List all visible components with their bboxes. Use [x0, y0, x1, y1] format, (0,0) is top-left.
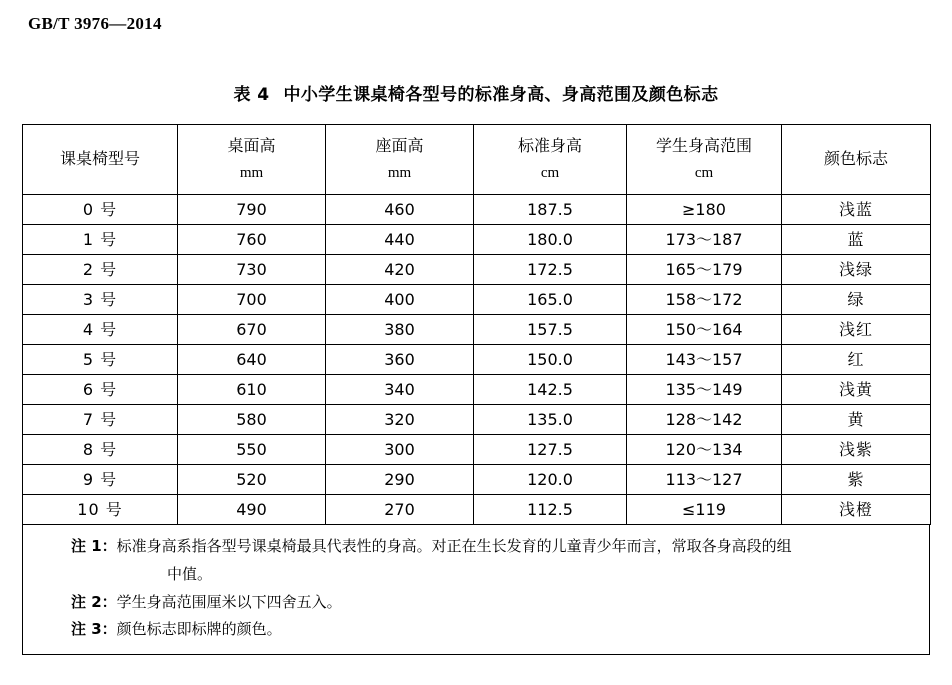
cell-color-mark: 蓝 [782, 225, 931, 255]
cell-seat-height: 400 [326, 285, 474, 315]
table-row [23, 225, 931, 255]
note-label: 注 1： [71, 537, 117, 556]
note-text: 颜色标志即标牌的颜色。 [116, 620, 282, 639]
cell-standard-height: 150.0 [474, 345, 627, 375]
table-title-text: 中小学生课桌椅各型号的标准身高、身高范围及颜色标志 [283, 85, 719, 105]
cell-seat-height: 360 [326, 345, 474, 375]
cell-desk-height: 610 [178, 375, 326, 405]
column-header-model [23, 125, 178, 195]
cell-standard-height: 157.5 [474, 315, 627, 345]
table-row [23, 315, 931, 345]
cell-height-range: 120～134 [627, 435, 782, 465]
column-header-standard-height-unit: cm [540, 164, 560, 181]
cell-seat-height: 320 [326, 405, 474, 435]
cell-height-range: 150～164 [627, 315, 782, 345]
cell-standard-height: 180.0 [474, 225, 627, 255]
note-label: 注 3： [71, 620, 117, 639]
cell-model: 2 号 [23, 255, 178, 285]
cell-desk-height: 550 [178, 435, 326, 465]
cell-desk-height: 760 [178, 225, 326, 255]
cell-color-mark: 浅橙 [782, 495, 931, 525]
cell-height-range: 165～179 [627, 255, 782, 285]
cell-model: 1 号 [23, 225, 178, 255]
column-header-color-mark [782, 125, 931, 195]
table-row [23, 195, 931, 225]
data-table [22, 124, 931, 525]
note-label: 注 2： [71, 592, 117, 611]
cell-model: 9 号 [23, 465, 178, 495]
column-header-model-label: 课桌椅型号 [59, 149, 140, 169]
cell-height-range: 135～149 [627, 375, 782, 405]
table-header-row [23, 125, 931, 195]
cell-color-mark: 红 [782, 345, 931, 375]
cell-seat-height: 460 [326, 195, 474, 225]
column-header-desk-height-unit: mm [239, 164, 264, 181]
column-header-height-range-unit: cm [694, 164, 714, 181]
cell-height-range: 173～187 [627, 225, 782, 255]
cell-height-range: 128～142 [627, 405, 782, 435]
cell-height-range: 158～172 [627, 285, 782, 315]
table-row [23, 435, 931, 465]
column-header-height-range [627, 125, 782, 195]
cell-color-mark: 浅红 [782, 315, 931, 345]
cell-color-mark: 紫 [782, 465, 931, 495]
cell-model: 5 号 [23, 345, 178, 375]
cell-model: 3 号 [23, 285, 178, 315]
column-header-color-mark-label: 颜色标志 [823, 149, 888, 169]
table-body [23, 195, 931, 525]
column-header-desk-height-label: 桌面高 [227, 136, 276, 155]
cell-model: 4 号 [23, 315, 178, 345]
cell-standard-height: 135.0 [474, 405, 627, 435]
cell-color-mark: 浅蓝 [782, 195, 931, 225]
table-head [23, 125, 931, 195]
cell-desk-height: 580 [178, 405, 326, 435]
table-container [22, 124, 930, 655]
cell-desk-height: 490 [178, 495, 326, 525]
note-text: 学生身高范围厘米以下四舍五入。 [116, 592, 342, 611]
column-header-seat-height [326, 125, 474, 195]
cell-model: 10 号 [23, 495, 178, 525]
note-item [35, 616, 917, 644]
table-number: 表 4 [233, 85, 270, 105]
column-header-desk-height [178, 125, 326, 195]
cell-seat-height: 300 [326, 435, 474, 465]
table-row [23, 405, 931, 435]
table-row [23, 375, 931, 405]
table-row [23, 255, 931, 285]
cell-model: 8 号 [23, 435, 178, 465]
note-text: 标准身高系指各型号课桌椅最具代表性的身高。对正在生长发育的儿童青少年而言，常取各身高段的组 [116, 537, 792, 556]
note-continuation: 中值。 [167, 564, 213, 583]
cell-standard-height: 120.0 [474, 465, 627, 495]
column-header-standard-height [474, 125, 627, 195]
cell-seat-height: 380 [326, 315, 474, 345]
cell-standard-height: 127.5 [474, 435, 627, 465]
cell-color-mark: 浅紫 [782, 435, 931, 465]
cell-standard-height: 172.5 [474, 255, 627, 285]
cell-color-mark: 黄 [782, 405, 931, 435]
cell-standard-height: 165.0 [474, 285, 627, 315]
note-item [35, 533, 917, 589]
note-item [35, 589, 917, 617]
table-row [23, 465, 931, 495]
cell-color-mark: 绿 [782, 285, 931, 315]
cell-desk-height: 520 [178, 465, 326, 495]
cell-model: 0 号 [23, 195, 178, 225]
cell-height-range: ≤119 [627, 495, 782, 525]
cell-desk-height: 700 [178, 285, 326, 315]
cell-standard-height: 142.5 [474, 375, 627, 405]
cell-desk-height: 670 [178, 315, 326, 345]
cell-model: 6 号 [23, 375, 178, 405]
cell-height-range: 143～157 [627, 345, 782, 375]
table-row [23, 285, 931, 315]
column-header-standard-height-label: 标准身高 [517, 136, 582, 155]
cell-height-range: 113～127 [627, 465, 782, 495]
column-header-seat-height-label: 座面高 [375, 136, 424, 155]
cell-seat-height: 420 [326, 255, 474, 285]
table-title [0, 80, 952, 105]
cell-seat-height: 270 [326, 495, 474, 525]
table-notes [22, 525, 930, 655]
table-row [23, 345, 931, 375]
cell-standard-height: 112.5 [474, 495, 627, 525]
cell-seat-height: 340 [326, 375, 474, 405]
standard-code: GB/T 3976—2014 [28, 14, 162, 33]
cell-seat-height: 290 [326, 465, 474, 495]
table-row [23, 495, 931, 525]
cell-desk-height: 790 [178, 195, 326, 225]
cell-desk-height: 640 [178, 345, 326, 375]
cell-color-mark: 浅黄 [782, 375, 931, 405]
cell-seat-height: 440 [326, 225, 474, 255]
cell-standard-height: 187.5 [474, 195, 627, 225]
cell-model: 7 号 [23, 405, 178, 435]
cell-color-mark: 浅绿 [782, 255, 931, 285]
column-header-seat-height-unit: mm [387, 164, 412, 181]
cell-desk-height: 730 [178, 255, 326, 285]
cell-height-range: ≥180 [627, 195, 782, 225]
column-header-height-range-label: 学生身高范围 [655, 136, 752, 155]
